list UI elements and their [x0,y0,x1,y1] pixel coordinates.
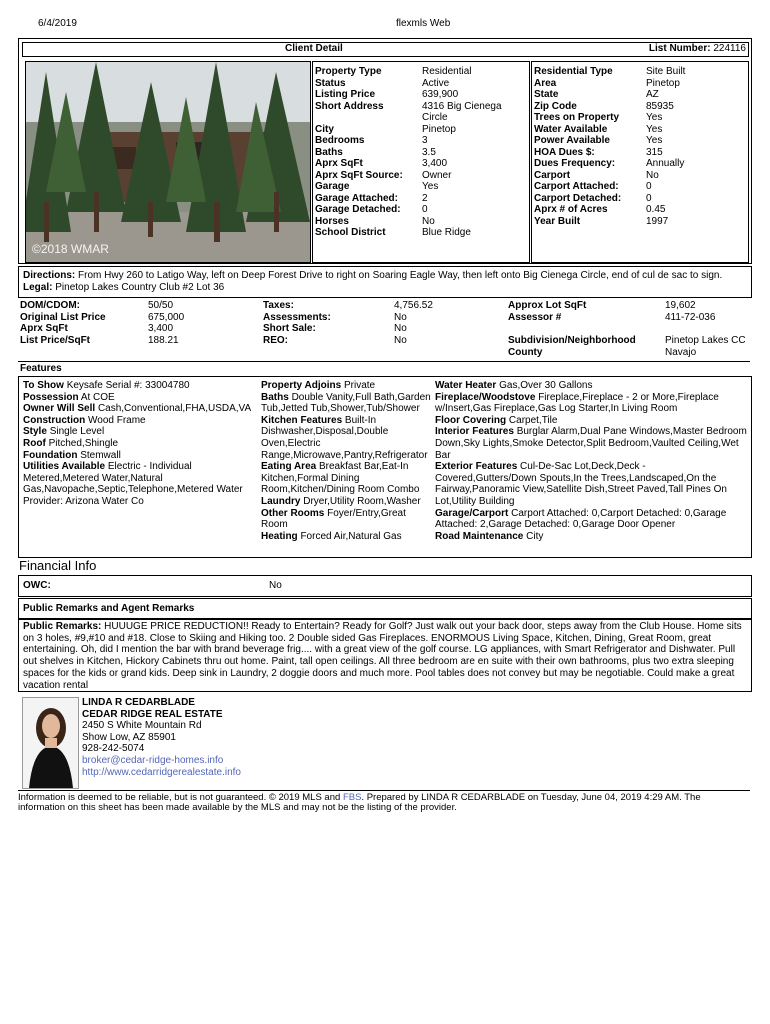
feature-label: Other Rooms [261,507,325,519]
fbs-link[interactable]: FBS [342,792,362,803]
detail-row [315,204,522,216]
detail-value: 0.45 [646,204,666,215]
feature-value: Breakfast Bar,Eat-In Kitchen,Formal Dining Room,Kitchen/Dining Room Combo [261,461,420,496]
feature-label: Garage/Carport [435,507,509,519]
detail-label: Aprx # of Acres [534,204,608,215]
detail-value: Yes [422,181,439,192]
property-photo[interactable] [25,61,311,263]
detail-row [315,66,522,78]
detail-row [534,193,746,205]
detail-row [263,300,508,312]
detail-value: AZ [646,89,659,100]
detail-row [263,323,508,335]
feature-item [23,461,257,507]
public-remarks-label: Public Remarks: [23,621,102,632]
detail-row [315,124,522,136]
detail-row [20,300,260,312]
feature-label: To Show [23,380,64,391]
detail-row [534,89,746,101]
directions-text: From Hwy 260 to Latigo Way, left on Deep Forest Drive to right on Soaring Eagle Way, then left onto Big Cienega Circle, end of cul de sac to sign. [78,270,723,281]
remarks-header-title: Public Remarks and Agent Remarks [23,603,195,614]
directions-box [18,266,752,298]
detail-label: City [315,123,334,135]
feature-item [23,450,257,462]
agent-photo [22,697,79,789]
detail-value: Blue Ridge [422,227,471,238]
detail-row [263,335,508,347]
detail-label: Assessor # [508,311,562,323]
legal-text: Pinetop Lakes Country Club #2 Lot 36 [55,282,225,293]
detail-label: Approx Lot SqFt [508,300,587,311]
detail-value: 315 [646,146,663,158]
agent-website-link[interactable]: http://www.cedarridgerealestate.info [82,766,241,778]
agent-name: LINDA R CEDARBLADE [82,697,195,708]
feature-item [435,392,747,415]
detail-label: DOM/CDOM: [20,300,80,311]
feature-item [435,380,747,392]
feature-item [23,403,257,415]
detail-row [20,312,260,324]
detail-value: Active [422,77,450,89]
detail-value: 3,400 [422,158,448,169]
detail-label: Water Available [534,123,608,135]
detail-label: Assessments: [263,311,331,323]
detail-row [534,147,746,159]
list-number-value: 224116 [713,43,746,54]
detail-row [263,312,508,324]
feature-item [23,438,257,450]
financial-info-box [18,575,752,597]
feature-label: Construction [23,414,86,426]
owc-label: OWC: [23,580,51,591]
detail-row [315,135,522,147]
feature-label: Property Adjoins [261,380,342,391]
feature-value: Keysafe Serial #: 33004780 [66,380,190,391]
detail-row [315,78,522,90]
detail-row [20,323,260,335]
disclaimer-part1: Information is deemed to be reliable, but is not guaranteed. © 2019 MLS and [18,792,343,803]
feature-value: Wood Frame [88,414,146,426]
client-detail-bar [22,42,749,57]
detail-row [534,170,746,182]
feature-label: Kitchen Features [261,414,343,426]
agent-company: CEDAR RIDGE REAL ESTATE [82,708,223,720]
detail-label: HOA Dues $: [534,146,595,158]
detail-value: No [422,215,435,227]
feature-item [23,415,257,427]
feature-label: Utilities Available [23,461,106,473]
detail-label: Zip Code [534,100,577,112]
feature-value: Private [343,380,376,391]
client-detail-title: Client Detail [285,43,343,54]
detail-row [534,158,746,170]
detail-value: 4316 Big Cienega Circle [422,100,502,123]
subdivision-row [508,335,750,358]
detail-row [315,181,522,193]
feature-label: Road Maintenance [435,530,524,542]
detail-value: No [394,334,407,346]
detail-value: Pinetop [422,123,456,135]
detail-value: 0 [646,192,652,204]
feature-value: Carport Attached: 0,Carport Detached: 0,Garage Attached: 2,Garage Detached: 0,Garage Door Opener [435,507,727,531]
property-details-right [531,61,749,263]
detail-label: Power Available [534,135,610,146]
detail-value: Annually [646,158,685,169]
feature-item [261,392,433,415]
detail-label: Horses [315,215,349,227]
detail-label: Residential Type [534,66,613,77]
feature-value: Electric - Individual Metered,Metered Water,Natural Gas,Navopache,Septic,Telephone,Metered Water Provider: Arizona Water Co [23,461,243,507]
feature-item [261,461,433,496]
detail-row [315,147,522,159]
features-box [18,376,752,558]
detail-label: Property Type [315,66,382,77]
detail-label: Original List Price [20,311,106,323]
feature-item [435,426,747,461]
detail-value: 2 [422,192,428,204]
detail-row [508,312,750,324]
detail-label: REO: [263,334,288,346]
feature-value: Pitched,Shingle [48,437,119,449]
feature-item [261,508,433,531]
feature-label: Style [23,426,47,438]
detail-label: Baths [315,146,343,158]
feature-label: Laundry [261,495,301,507]
detail-label: Carport Detached: [534,192,622,204]
detail-label: Garage Attached: [315,192,398,204]
agent-address2: Show Low, AZ 85901 [82,731,176,743]
feature-value: Built-In Dishwasher,Disposal,Double Oven,Electric Range,Microwave,Pantry,Refrigerator [261,414,428,461]
divider [18,361,750,362]
detail-value: 19,602 [665,300,696,311]
detail-value: Yes [646,135,663,146]
feature-item [435,508,747,531]
feature-value: Carpet,Tile [508,414,558,426]
detail-label: Aprx SqFt [315,158,363,169]
detail-label: Area [534,77,557,89]
disclaimer-part2: . Prepared by LINDA R CEDARBLADE on Tuesday, June 04, 2019 4:29 AM. The information on this sheet has been made available by the MLS and may not be the listing of the provider. [18,792,701,813]
detail-row [20,335,260,347]
detail-value: 0 [646,181,652,192]
property-details-left [312,61,530,263]
detail-row [315,158,522,170]
detail-value: 0 [422,204,428,215]
detail-value: Yes [646,123,663,135]
detail-value: 188.21 [148,334,179,346]
detail-label: Bedrooms [315,135,365,146]
feature-item [261,496,433,508]
feature-item [435,415,747,427]
feature-label: Exterior Features [435,461,518,473]
detail-label: Short Sale: [263,323,316,334]
detail-label: State [534,89,559,100]
listing-stats [18,300,750,360]
detail-row [508,300,750,312]
detail-row [534,216,746,228]
detail-label: List Price/SqFt [20,334,91,346]
feature-item [435,531,747,543]
legal-label: Legal: [23,282,53,293]
feature-item [435,461,747,507]
detail-row [315,216,522,228]
detail-row [315,101,522,124]
feature-value: At COE [80,391,115,403]
feature-item [23,392,257,404]
property-photo-image [26,62,310,262]
detail-value: Site Built [646,66,686,77]
detail-label: Year Built [534,215,581,227]
feature-label: Heating [261,530,298,542]
detail-row [534,112,746,124]
feature-label: Water Heater [435,380,497,391]
detail-row [534,181,746,193]
detail-row [315,193,522,205]
detail-label: Garage Detached: [315,204,401,215]
detail-value: 675,000 [148,311,185,323]
remarks-header [18,598,752,620]
detail-value: No [394,311,407,323]
photo-watermark: ©2018 WMAR [32,242,109,256]
list-number-label: List Number: [648,43,711,54]
agent-email-link[interactable]: broker@cedar-ridge-homes.info [82,754,224,766]
feature-label: Baths [261,391,289,403]
detail-label: School District [315,227,386,238]
detail-value: No [394,323,407,334]
feature-label: Eating Area [261,461,317,473]
feature-label: Interior Features [435,426,514,438]
detail-label: Aprx SqFt [20,323,68,334]
feature-item [261,415,433,461]
feature-value: Double Vanity,Full Bath,Garden Tub,Jetted Tub,Shower,Tub/Shower [261,391,431,415]
detail-label: Carport [534,169,571,181]
detail-row [534,135,746,147]
feature-value: City [526,530,544,542]
detail-row [315,89,522,101]
feature-value: Foyer/Entry,Great Room [261,507,406,531]
detail-value: Owner [422,169,452,181]
features-title: Features [20,363,62,374]
feature-item [261,531,433,543]
detail-row [534,101,746,113]
print-date: 6/4/2019 [38,18,77,29]
detail-row [534,66,746,78]
directions-label: Directions: [23,270,76,281]
feature-value: Burglar Alarm,Dual Pane Windows,Master Bedroom Down,Sky Lights,Smoke Detector,Split Bedroom,Vaulted Ceiling,Wet Bar [435,426,747,461]
detail-label: Aprx SqFt Source: [315,169,403,181]
site-title: flexmls Web [396,18,451,29]
detail-value: Yes [646,112,663,123]
detail-label: Listing Price [315,89,376,100]
agent-address1: 2450 S White Mountain Rd [82,720,202,732]
financial-info-title: Financial Info [19,558,97,573]
detail-row [315,170,522,182]
feature-value: Fireplace,Fireplace - 2 or More,Fireplace w/Insert,Gas Fireplace,Gas Log Starter,In Living Room [435,391,719,415]
detail-row [534,124,746,136]
feature-value: Single Level [49,426,105,438]
feature-value: Stemwall [80,449,121,461]
agent-phone: 928-242-5074 [82,743,145,755]
feature-label: Fireplace/Woodstove [435,391,536,403]
detail-value: 3,400 [148,323,174,334]
disclaimer-footer [18,790,750,813]
page-header [0,18,770,32]
public-remarks-text: HUUUGE PRICE REDUCTION!! Ready to Entertain? Ready for Golf? Just walk out your back door, steps away from the Club House. Home sits on 3 holes, #9,#10 and #18. Close to Skiing and Hiking too. 2 Double sided Gas Fireplaces. ENORMOUS Living Space, Kitchen, Dining, Great Room, great entertaining. Oh, did I mention the bar with brand beverage frig.... with a great view of the golf course. LG appliances, with Smart Refrigerator and Dishwater. Pull out shelves in Kitchen, Hickory Cabinets thru out home. Paint, tall open ceilings. All three bedroom are en suite with their own bathrooms, plus two extra sleeping spaces for the kids or grand kids. Deep sink in Laundry, 2 doggie doors and much more. Pool tables does not convey but may be negotiable. Could make a great vacation rental [23,621,742,691]
detail-value: No [646,169,659,181]
detail-value: 3.5 [422,146,436,158]
feature-label: Owner Will Sell [23,403,96,415]
detail-label: Taxes: [263,300,294,311]
detail-value: 639,900 [422,89,459,100]
detail-value: 411-72-036 [665,311,716,323]
detail-row [534,78,746,90]
detail-label: Garage [315,181,350,192]
feature-value: Gas,Over 30 Gallons [499,380,593,391]
list-number [649,43,746,54]
listing-summary [18,38,752,264]
feature-value: Forced Air,Natural Gas [300,530,402,542]
detail-label: Dues Frequency: [534,158,616,169]
feature-value: Cash,Conventional,FHA,USDA,VA [97,403,252,415]
detail-value: 85935 [646,100,674,112]
detail-value: 4,756.52 [394,300,433,311]
detail-value: 50/50 [148,300,174,311]
feature-label: Roof [23,437,46,449]
owc-value: No [269,580,282,591]
subdivision-value: Pinetop Lakes CC Navajo [665,335,746,358]
subdivision-label: Subdivision/Neighborhood County [508,335,636,358]
agent-contact [82,697,241,778]
feature-value: Dryer,Utility Room,Washer [303,495,421,507]
feature-label: Foundation [23,449,78,461]
feature-value: Cul-De-Sac Lot,Deck,Deck - Covered,Gutters/Down Spouts,In the Trees,Landscaped,On the Fairway,Panoramic View,Satellite Dish,Street Paved,Tall Pines On Lot,Utility Building [435,461,727,507]
detail-value: 3 [422,135,428,146]
feature-label: Possession [23,391,79,403]
feature-label: Floor Covering [435,414,507,426]
detail-row [315,227,522,239]
public-remarks [18,618,752,692]
feature-item [23,426,257,438]
detail-label: Carport Attached: [534,181,619,192]
detail-value: 1997 [646,215,669,227]
detail-label: Short Address [315,100,384,112]
detail-label: Trees on Property [534,112,620,123]
detail-label: Status [315,77,346,89]
detail-value: Residential [422,66,472,77]
feature-item [261,380,433,392]
detail-value: Pinetop [646,77,680,89]
detail-row [534,204,746,216]
feature-item [23,380,257,392]
